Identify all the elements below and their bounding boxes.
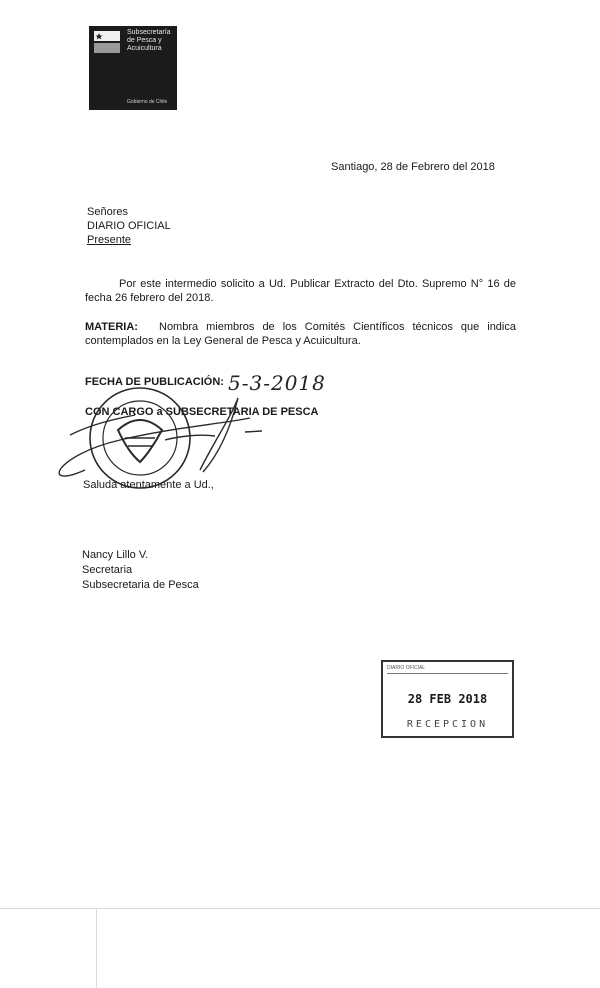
- materia-text: Nombra miembros de los Comités Científicos técnicos que indica contemplados en la Ley General de Pesca y Acuicultura.: [85, 321, 516, 347]
- publication-label: FECHA DE PUBLICACIÓN:: [85, 376, 224, 388]
- body-paragraph: Por este intermedio solicito a Ud. Publicar Extracto del Dto. Supremo N° 16 de fecha 26 febrero del 2018.: [85, 278, 516, 304]
- place-date: Santiago, 28 de Febrero del 2018: [331, 161, 495, 173]
- recipient-line-3: Presente: [87, 234, 132, 246]
- stamp-label: RECEPCION: [406, 719, 489, 730]
- closing-line: Saluda atentamente a Ud.,: [83, 479, 214, 491]
- signatory-name: Nancy Lillo V.: [82, 549, 149, 561]
- signatory-title: Secretaria: [82, 564, 133, 576]
- stamp-header: DIARIO OFICIAL: [387, 665, 508, 674]
- publication-date-handwritten: 5-3-2018: [228, 371, 326, 395]
- recipient-line-2: DIARIO OFICIAL: [87, 220, 171, 232]
- reception-stamp: [381, 660, 514, 738]
- org-name: Subsecretaría de Pesca y Acuicultura: [127, 29, 171, 52]
- scan-edge-horizontal: [0, 908, 600, 909]
- government-label: Gobierno de Chile: [127, 99, 168, 105]
- recipient-line-1: Señores: [87, 206, 128, 218]
- scan-edge-vertical: [96, 909, 97, 988]
- stamp-date: 28 FEB 2018: [407, 692, 488, 706]
- cargo-line: CON CARGO a SUBSECRETARIA DE PESCA: [85, 406, 319, 418]
- materia-label: MATERIA:: [85, 321, 138, 333]
- signatory-office: Subsecretaria de Pesca: [82, 579, 199, 591]
